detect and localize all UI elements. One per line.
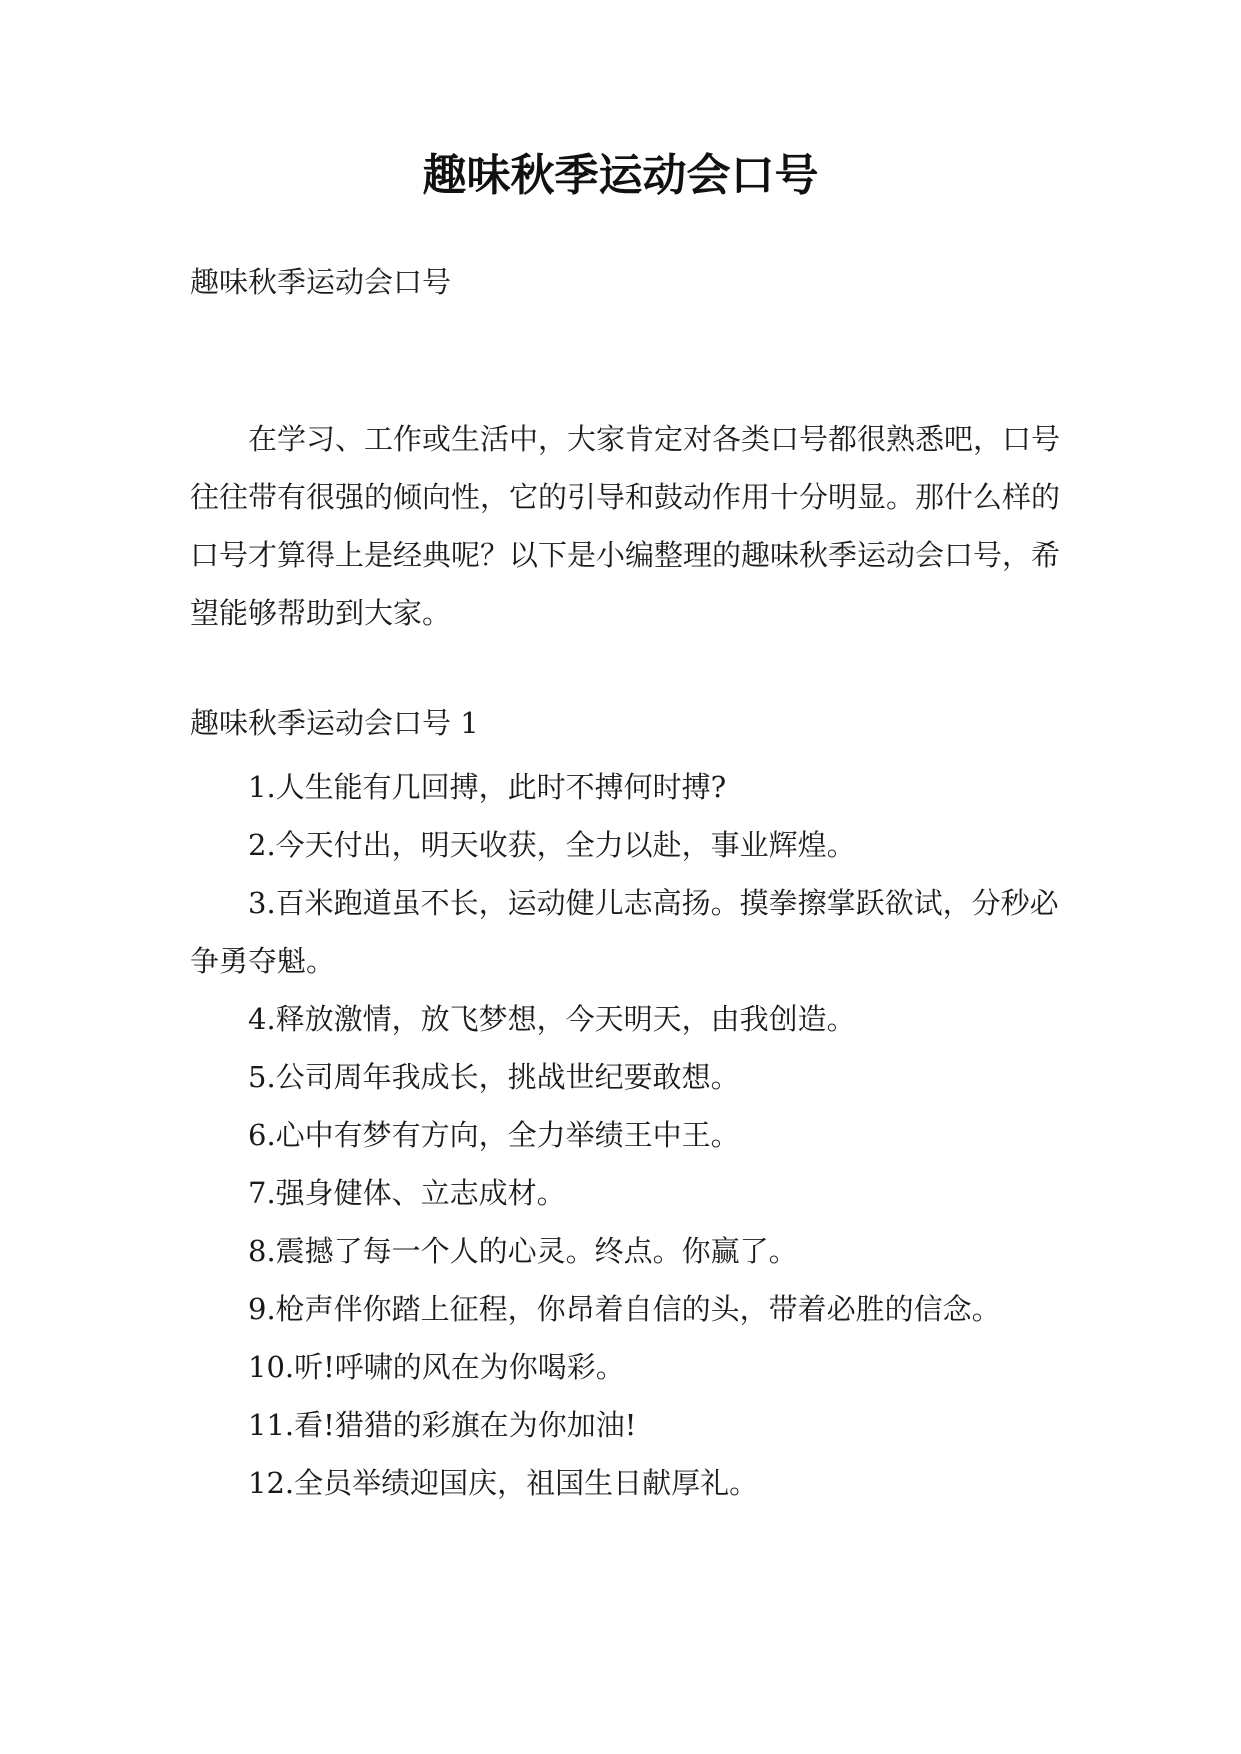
slogan-item: 2.今天付出，明天收获，全力以赴，事业辉煌。 bbox=[248, 828, 856, 862]
slogan-item: 11.看!猎猎的彩旗在为你加油! bbox=[248, 1408, 637, 1442]
slogan-item: 3.百米跑道虽不长，运动健儿志高扬。摸拳擦掌跃欲试，分秒必争勇夺魁。 bbox=[190, 886, 1059, 978]
document-subtitle: 趣味秋季运动会口号 bbox=[190, 265, 452, 299]
slogan-item: 1.人生能有几回搏，此时不搏何时搏? bbox=[248, 770, 727, 804]
document-title: 趣味秋季运动会口号 bbox=[422, 150, 819, 201]
slogan-item: 9.枪声伴你踏上征程，你昂着自信的头，带着必胜的信念。 bbox=[248, 1292, 1001, 1326]
slogan-list bbox=[190, 758, 1060, 1512]
slogan-item: 8.震撼了每一个人的心灵。终点。你赢了。 bbox=[248, 1234, 798, 1268]
slogan-item: 6.心中有梦有方向，全力举绩王中王。 bbox=[248, 1118, 740, 1152]
slogan-item: 5.公司周年我成长，挑战世纪要敢想。 bbox=[248, 1060, 740, 1094]
slogan-item: 12.全员举绩迎国庆，祖国生日献厚礼。 bbox=[248, 1466, 759, 1500]
slogan-item: 10.听!呼啸的风在为你喝彩。 bbox=[248, 1350, 625, 1384]
section-heading: 趣味秋季运动会口号 1 bbox=[190, 706, 479, 740]
slogan-item: 4.释放激情，放飞梦想，今天明天，由我创造。 bbox=[248, 1002, 856, 1036]
intro-paragraph: 在学习、工作或生活中，大家肯定对各类口号都很熟悉吧，口号往往带有很强的倾向性，它的引导和鼓动作用十分明显。那什么样的口号才算得上是经典呢？以下是小编整理的趣味秋季运动会口号，希望能够帮助到大家。 bbox=[190, 422, 1061, 630]
slogan-item: 7.强身健体、立志成材。 bbox=[248, 1176, 566, 1210]
